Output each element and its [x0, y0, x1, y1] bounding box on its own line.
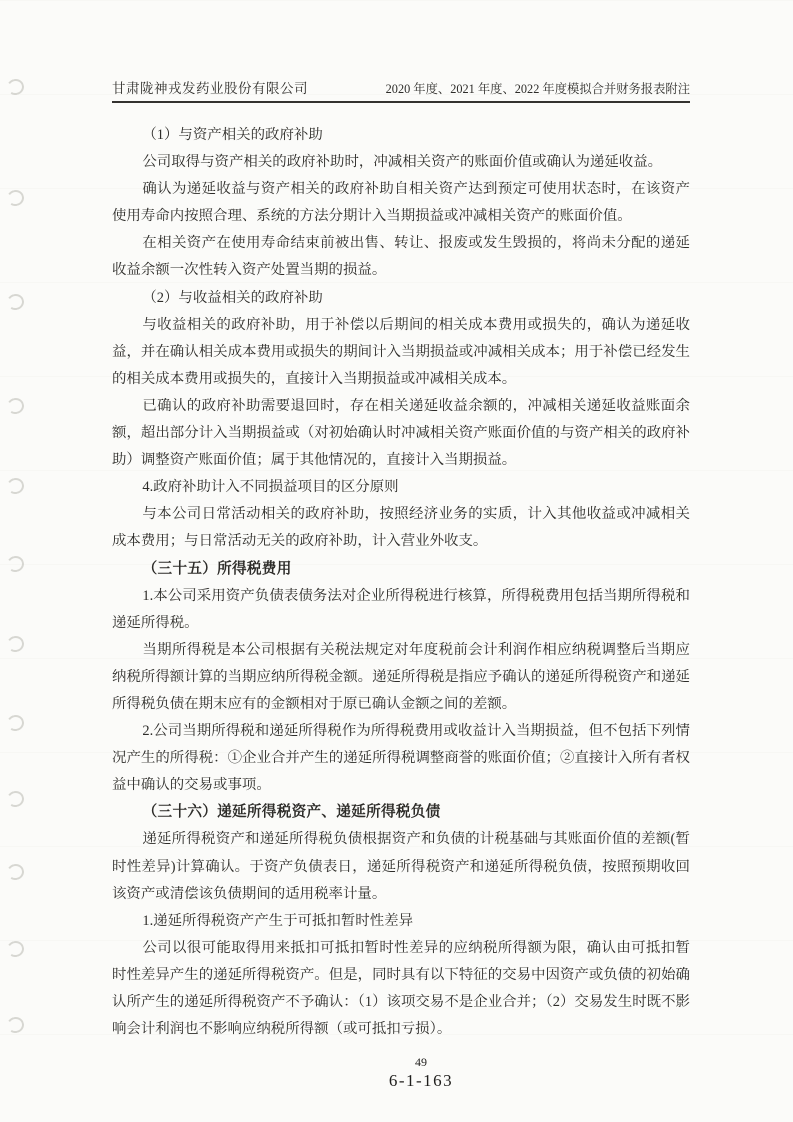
- paragraph: 1.本公司采用资产负债表债务法对企业所得税进行核算，所得税费用包括当期所得税和递延所得税。: [112, 587, 690, 631]
- binding-hole-mark: [6, 554, 26, 573]
- paragraph: 确认为递延收益与资产相关的政府补助自相关资产达到预定可使用状态时，在该资产使用寿命内按照合理、系统的方法分期计入当期损益或冲减相关资产的账面价值。: [112, 181, 690, 225]
- binding-hole-mark: [6, 188, 26, 207]
- binding-hole-mark: [6, 789, 26, 808]
- binding-hole-mark: [6, 634, 26, 653]
- paragraph: 递延所得税资产和递延所得税负债根据资产和负债的计税基础与其账面价值的差额(暂时性差异)计算确认。于资产负债表日，递延所得税资产和递延所得税负债，按照预期收回该资产或清偿该负债期间的适用税率计量。: [112, 831, 690, 902]
- binding-hole-mark: [6, 396, 26, 415]
- paragraph: 4.政府补助计入不同损益项目的区分原则: [142, 479, 399, 496]
- document-header: [112, 77, 690, 103]
- paragraph: 与本公司日常活动相关的政府补助，按照经济业务的实质，计入其他收益或冲减相关成本费用；与日常活动无关的政府补助，计入营业外收支。: [112, 506, 690, 550]
- binding-hole-mark: [6, 939, 26, 958]
- binding-hole-mark: [6, 476, 26, 495]
- binding-hole-mark: [6, 713, 26, 732]
- header-company-name: 甘肃陇神戎发药业股份有限公司: [112, 81, 308, 96]
- paragraph: 在相关资产在使用寿命结束前被出售、转让、报废或发生毁损的，将尚未分配的递延收益余额一次性转入资产处置当期的损益。: [112, 235, 690, 279]
- paragraph: 1.递延所得税资产产生于可抵扣暂时性差异: [142, 912, 414, 929]
- section-heading: （三十五）所得税费用: [142, 560, 292, 577]
- binding-hole-mark: [6, 1015, 26, 1034]
- section-heading: （三十六）递延所得税资产、递延所得税负债: [142, 804, 441, 821]
- paragraph: （1）与资产相关的政府补助: [142, 127, 323, 143]
- paragraph: 2.公司当期所得税和递延所得税作为所得税费用或收益计入当期损益，但不包括下列情况产生的所得税：①企业合并产生的递延所得税调整商誉的账面价值；②直接计入所有者权益中确认的交易或事项。: [112, 723, 690, 794]
- binding-hole-mark: [6, 862, 26, 881]
- header-report-title: 2020 年度、2021 年度、2022 年度模拟合并财务报表附注: [385, 82, 690, 96]
- paragraph: 已确认的政府补助需要退回时，存在相关递延收益余额的，冲减相关递延收益账面余额，超出部分计入当期损益或（对初始确认时冲减相关资产账面价值的与资产相关的政府补助）调整资产账面价值；属于其他情况的，直接计入当期损益。: [112, 397, 690, 469]
- page-number: 49: [415, 1055, 427, 1069]
- paragraph: （2）与收益相关的政府补助: [142, 289, 323, 306]
- doc-page-number: 6-1-163: [388, 1071, 454, 1090]
- paragraph: 公司取得与资产相关的政府补助时，冲减相关资产的账面价值或确认为递延收益。: [142, 154, 663, 171]
- document-body: [112, 122, 690, 1043]
- paragraph: 与收益相关的政府补助，用于补偿以后期间的相关成本费用或损失的，确认为递延收益，并在确认相关成本费用或损失的期间计入当期损益或冲减相关成本；用于补偿已经发生的相关成本费用或损失的，直接计入当期损益或冲减相关成本。: [112, 316, 690, 387]
- binding-hole-mark: [6, 77, 26, 96]
- document-footer: [132, 1055, 710, 1091]
- paragraph: 公司以很可能取得用来抵扣可抵扣暂时性差异的应纳税所得额为限，确认由可抵扣暂时性差异产生的递延所得税资产。但是，同时具有以下特征的交易中因资产或负债的初始确认所产生的递延所得税资产不予确认：（1）该项交易不是企业合并；（2）交易发生时既不影响会计利润也不影响应纳税所得额（或可抵扣亏损）。: [112, 939, 690, 1038]
- paragraph: 当期所得税是本公司根据有关税法规定对年度税前会计利润作相应纳税调整后当期应纳税所得额计算的当期应纳所得税金额。递延所得税是指应予确认的递延所得税资产和递延所得税负债在期末应有的金额相对于原已确认金额之间的差额。: [112, 641, 690, 712]
- binding-hole-mark: [6, 292, 26, 311]
